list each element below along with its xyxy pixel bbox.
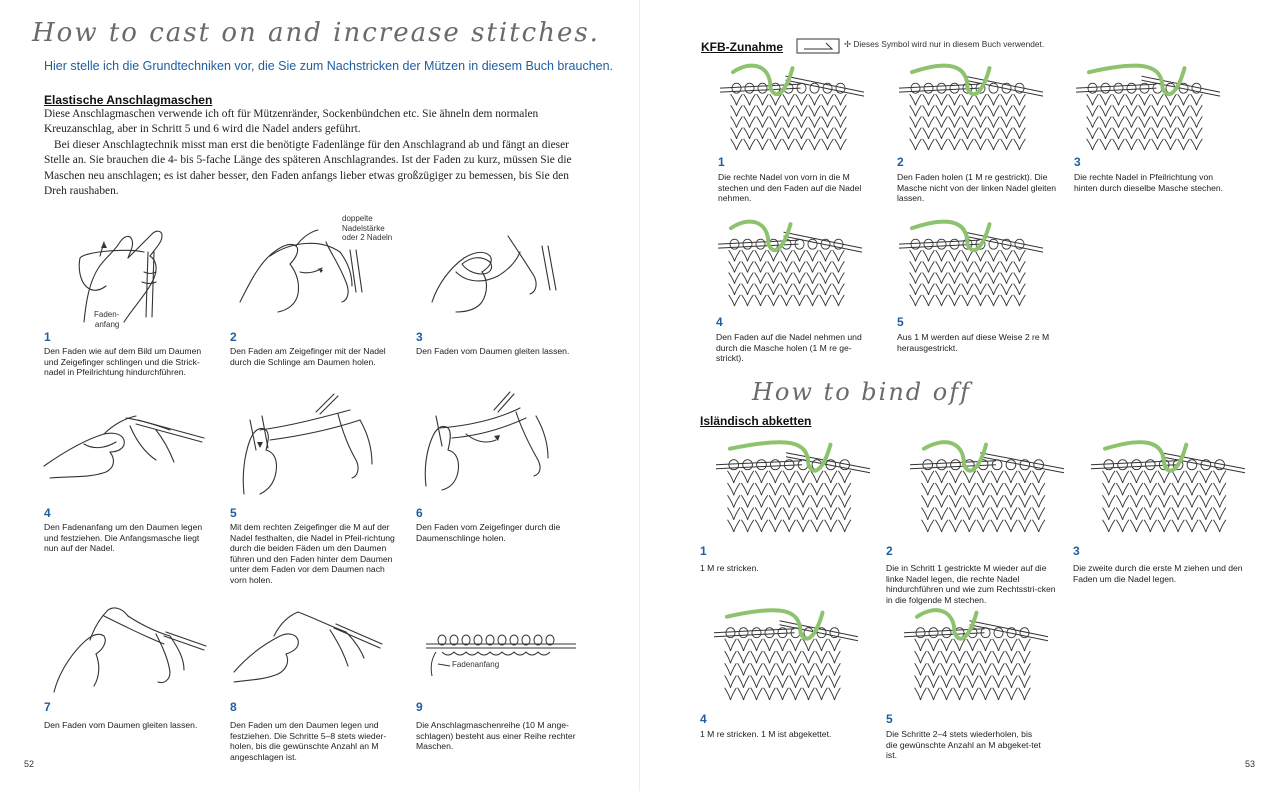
step-text: Mit dem rechten Zeigefinger die M auf der Nadel festhalten, die Nadel in Pfeil-richtung durch die beiden Fäden um den Daumen führen und den Faden hinter dem Daumen unter dem Faden vor dem Daumen nach vorn holen. <box>230 522 395 585</box>
knitting-swatch-illustration <box>1089 440 1249 536</box>
step-number: 3 <box>416 330 423 344</box>
step-number: 8 <box>230 700 237 714</box>
step-number: 4 <box>700 712 707 726</box>
callout-fadenanfang-9: Fadenanfang <box>452 660 500 669</box>
step-text: Den Faden um den Daumen legen und festziehen. Die Schritte 5–8 stets wieder-holen, bis die gewünschte Anzahl an M angeschlagen ist. <box>230 720 387 762</box>
step-text: 1 M re stricken. 1 M ist abgekettet. <box>700 729 832 739</box>
step-text: Die in Schritt 1 gestrickte M wieder auf die linke Nadel legen, die rechte Nadel hindurchführen und wie zum Rechtsstri-cken in die folgende M stechen. <box>886 563 1056 605</box>
step-text: Aus 1 M werden auf diese Weise 2 re M herausgestrickt. <box>897 332 1050 353</box>
section-title-kfb: KFB-Zunahme <box>701 40 783 54</box>
step-text: Den Faden vom Daumen gleiten lassen. <box>44 720 198 730</box>
intro-paragraph-1: Diese Anschlagmaschen verwende ich oft für Mützenränder, Sockenbündchen etc. Sie ähneln dem normalen Kreuzanschlag, aber in Schritt 5 und 6 wird die Nadel anders geführt. <box>44 108 539 136</box>
step-number: 3 <box>1074 155 1081 169</box>
cast-on-step-4 <box>44 390 224 580</box>
hand-illustration-7 <box>44 596 214 696</box>
step-number: 1 <box>700 544 707 558</box>
knitting-swatch-illustration <box>718 66 868 154</box>
step-text: Den Faden holen (1 M re gestrickt). Die Masche nicht von der linken Nadel gleiten lassen. <box>897 172 1057 204</box>
step-text: Die Schritte 2–4 stets wiederholen, bis die gewünschte Anzahl an M abgeket-tet ist. <box>886 729 1041 761</box>
step-number: 1 <box>44 330 51 344</box>
bind-off-step-3 <box>1073 440 1253 590</box>
knitting-swatch-illustration <box>897 222 1047 310</box>
step-text: Den Faden auf die Nadel nehmen und durch die Masche holen (1 M re ge-strickt). <box>716 332 862 364</box>
step-number: 9 <box>416 700 423 714</box>
knitting-swatch-illustration <box>716 222 866 310</box>
bind-off-step-2 <box>886 440 1066 610</box>
knitting-swatch-illustration <box>902 608 1052 704</box>
step-text: 1 M re stricken. <box>700 563 759 573</box>
knitting-swatch-illustration <box>714 440 874 536</box>
step-number: 4 <box>44 506 51 520</box>
hand-illustration-3 <box>416 212 586 327</box>
section-title-islaendisch: Isländisch abketten <box>700 414 812 428</box>
kfb-symbol-icon <box>796 38 840 54</box>
cast-on-step-5 <box>230 390 410 600</box>
intro-text <box>44 107 584 199</box>
knitting-swatch-illustration <box>908 440 1068 536</box>
right-page <box>640 0 1279 791</box>
bind-off-step-5 <box>886 608 1066 768</box>
handwritten-bind-off: How to bind off <box>752 378 971 406</box>
step-number: 2 <box>886 544 893 558</box>
cast-on-step-1 <box>44 212 224 382</box>
cast-on-step-7 <box>44 596 224 746</box>
step-text: Die Anschlagmaschenreihe (10 M ange-schlagen) besteht aus einer Reihe rechter Maschen. <box>416 720 576 752</box>
callout-fadenanfang-1: Faden- anfang <box>94 310 120 329</box>
knitting-swatch-illustration <box>897 66 1047 154</box>
kfb-step-3 <box>1074 66 1244 216</box>
cast-on-row-illustration <box>416 596 586 696</box>
bind-off-step-4 <box>700 608 880 758</box>
hand-illustration-5 <box>230 390 400 505</box>
step-number: 6 <box>416 506 423 520</box>
page-number-right: 53 <box>1245 759 1256 769</box>
cast-on-step-8 <box>230 596 410 766</box>
section-title-elastische: Elastische Anschlagmaschen <box>44 93 213 107</box>
intro-paragraph-2: Bei dieser Anschlagtechnik misst man erst die benötigte Fadenlänge für den Anschlagrand ab und fängt an dieser Stelle an. Sie brauchen die 4- bis 5-fache Länge des späteren Anschlagrandes. Ist der Faden zu kurz, müssen Sie die Maschen neu anschlagen; es ist daher besser, den Faden anfangs lieber etwas großzügiger zu bemessen, bis Sie den Dreh raushaben. <box>44 138 572 198</box>
kfb-symbol-note: ✢ Dieses Symbol wird nur in diesem Buch verwendet. <box>844 39 1045 49</box>
step-text: Den Faden vom Zeigefinger durch die Daumenschlinge holen. <box>416 522 561 543</box>
hand-illustration-8 <box>230 596 400 696</box>
cast-on-step-3 <box>416 212 596 382</box>
knitting-swatch-illustration <box>712 608 862 704</box>
step-number: 2 <box>230 330 237 344</box>
step-number: 5 <box>230 506 237 520</box>
page-number-left: 52 <box>24 759 35 769</box>
cast-on-step-9 <box>416 596 596 766</box>
step-text: Die zweite durch die erste M ziehen und den Faden um die Nadel legen. <box>1073 563 1243 584</box>
kfb-step-2 <box>897 66 1067 216</box>
bind-off-step-1 <box>700 440 880 590</box>
step-number: 2 <box>897 155 904 169</box>
step-number: 4 <box>716 315 723 329</box>
step-text: Die rechte Nadel von vorn in die M stechen und den Faden auf die Nadel nehmen. <box>718 172 862 204</box>
step-text: Den Faden vom Daumen gleiten lassen. <box>416 346 570 356</box>
hand-illustration-4 <box>44 390 214 505</box>
kfb-step-5 <box>897 222 1067 372</box>
kfb-step-1 <box>718 66 888 216</box>
step-number: 5 <box>897 315 904 329</box>
step-number: 7 <box>44 700 51 714</box>
callout-nadel: doppelte Nadelstärke oder 2 Nadeln <box>342 214 393 243</box>
step-text: Den Faden wie auf dem Bild um Daumen und Zeigefinger schlingen und die Strick-nadel in Pfeilrichtung hindurchführen. <box>44 346 202 378</box>
step-text: Den Faden am Zeigefinger mit der Nadel durch die Schlinge am Daumen holen. <box>230 346 386 367</box>
handwritten-title: How to cast on and increase stitches. <box>32 18 600 48</box>
cast-on-step-6 <box>416 390 596 580</box>
step-text: Den Fadenanfang um den Daumen legen und festziehen. Die Anfangsmasche liegt nun auf der Nadel. <box>44 522 203 554</box>
knitting-swatch-illustration <box>1074 66 1224 154</box>
page-subtitle: Hier stelle ich die Grundtechniken vor, die Sie zum Nachstricken der Mützen in diesem Buch brauchen. <box>44 59 614 73</box>
step-text: Die rechte Nadel in Pfeilrichtung von hinten durch dieselbe Masche stechen. <box>1074 172 1224 193</box>
step-number: 1 <box>718 155 725 169</box>
hand-illustration-1 <box>44 212 214 327</box>
kfb-step-4 <box>716 222 886 372</box>
step-number: 5 <box>886 712 893 726</box>
step-number: 3 <box>1073 544 1080 558</box>
hand-illustration-6 <box>416 390 586 505</box>
